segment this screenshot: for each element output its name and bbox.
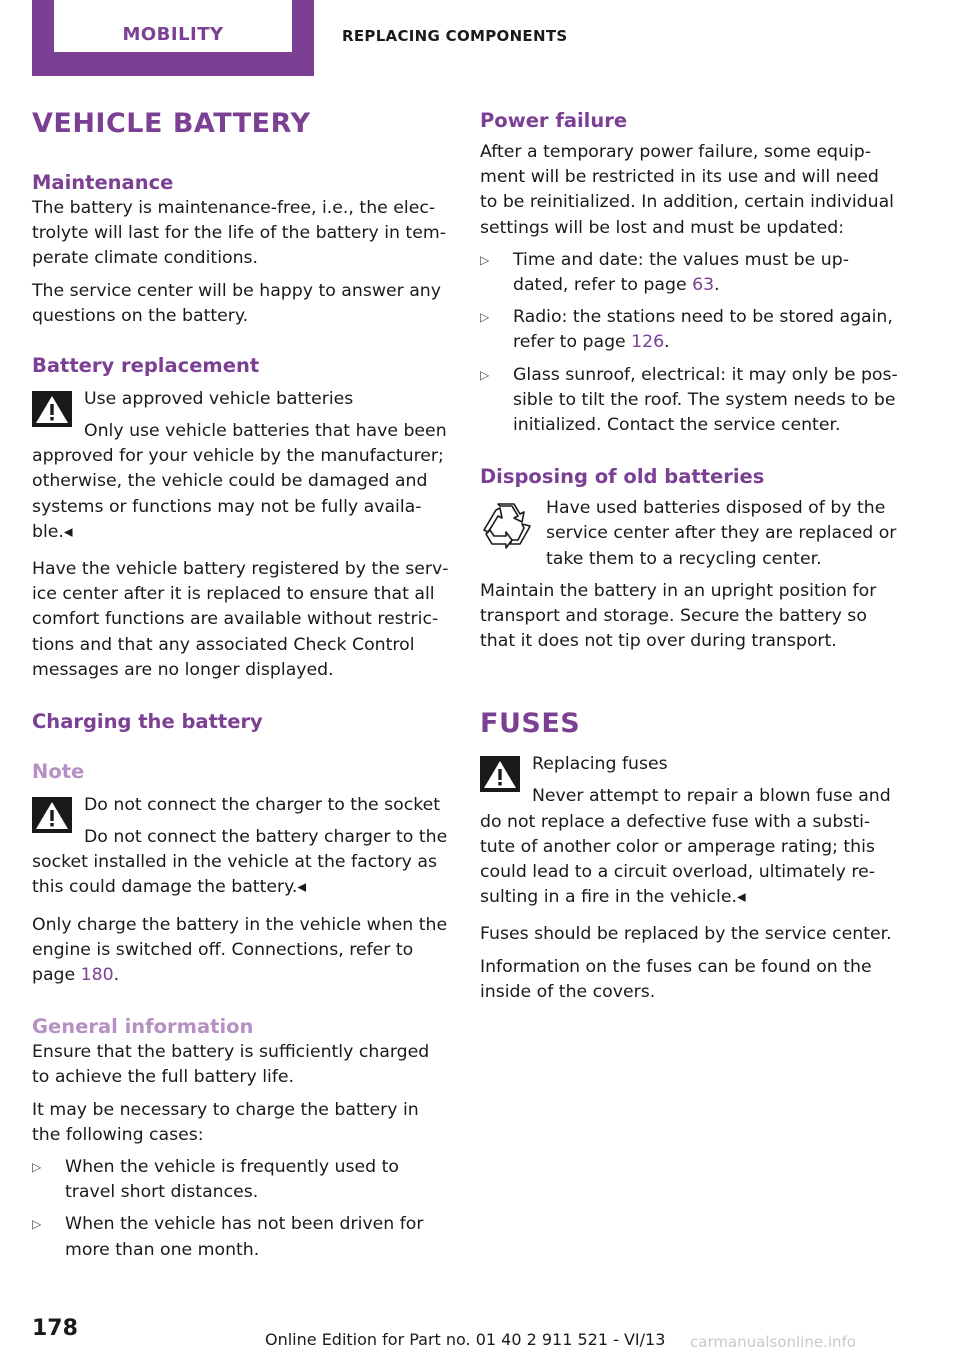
maintenance-paragraph-2: The service center will be happy to answer any questions on the battery.: [32, 280, 441, 326]
power-failure-list: [480, 248, 898, 438]
edition-note: Online Edition for Part no. 01 40 2 911 521 - VI/13: [265, 1330, 666, 1349]
page-link-180[interactable]: 180: [80, 965, 114, 986]
disposing-paragraph: Maintain the battery in an upright position for transport and storage. Secure the battery so that it does not tip over during transport.: [480, 580, 877, 652]
section-title: REPLACING COMPONENTS: [342, 27, 568, 45]
page-link-126[interactable]: 126: [631, 332, 665, 353]
list-item: ▷ When the vehicle is frequently used to travel short distances.: [32, 1155, 450, 1205]
fuses-paragraph-1: Fuses should be replaced by the service center.: [480, 924, 892, 945]
maintenance-paragraph-1: The battery is maintenance-free, i.e., the electrolyte will last for the life of the battery in temperate climate conditions.: [32, 198, 446, 269]
charging-heading: Charging the battery: [32, 710, 263, 734]
bullet-text: Time and date: the values must be updated, refer to page: [513, 249, 849, 296]
charge-paragraph: [32, 913, 450, 989]
disposing-notice-text: Have used batteries disposed of by the service center after they are replaced or take them to a recycling center.: [546, 498, 897, 569]
general-bullet-list: [32, 1155, 450, 1263]
list-item: [480, 248, 898, 298]
watermark: carmanualsonline.info: [690, 1333, 856, 1351]
replacement-warning-text: Only use vehicle batteries that have been approved for your vehicle by the manufacturer; otherwise, the vehicle could be damaged and systems or functions may not be fully available.◂: [32, 421, 447, 542]
general-paragraph-1: Ensure that the battery is sufficiently charged to achieve the full battery life.: [32, 1042, 430, 1088]
list-item: ▷ Glass sunroof, electrical: it may only be possible to tilt the roof. The system needs to be initialized. Contact the service center.: [480, 363, 898, 439]
chapter-tab-label-box: [54, 0, 292, 52]
note-heading: Note: [32, 760, 85, 784]
page-number: 178: [32, 1316, 78, 1341]
bullet-end: .: [714, 275, 720, 296]
left-column: [32, 108, 450, 1263]
chapter-label: MOBILITY: [122, 24, 224, 45]
power-failure-paragraph: After a temporary power failure, some equipment will be restricted in its use and will need to be reinitialized. In addition, certain individual settings will be lost and must be updated:: [480, 142, 894, 238]
replacement-paragraph: Have the vehicle battery registered by the service center after it is replaced to ensure that all comfort functions are available without restrictions and that any associated Check Control messages are no longer displayed.: [32, 559, 449, 680]
fuses-warning-text: Never attempt to repair a blown fuse and do not replace a defective fuse with a substitute of another color or amperage rating; this could lead to a circuit overload, ultimately resulting in a fire in the vehicle.◂: [480, 786, 891, 908]
right-column: [480, 108, 898, 1005]
list-item: [480, 305, 898, 355]
power-failure-heading: Power failure: [480, 109, 628, 132]
charge-paragraph-end: .: [113, 965, 120, 986]
warning-triangle-icon: [32, 797, 72, 833]
page-link-63[interactable]: 63: [692, 275, 715, 296]
page-title: VEHICLE BATTERY: [32, 108, 311, 139]
replacement-warning-title: Use approved vehicle batteries: [84, 389, 354, 410]
fuses-warning-title: Replacing fuses: [532, 754, 668, 775]
bullet-end: .: [664, 332, 670, 353]
charge-paragraph-text: Only charge the battery in the vehicle when the engine is switched off. Connections, refer to page: [32, 914, 448, 986]
general-information-heading: General information: [32, 1015, 254, 1039]
chapter-tab: [32, 0, 314, 76]
warning-triangle-icon: [32, 391, 72, 427]
note-warning-text: Do not connect the battery charger to the socket installed in the vehicle at the factory as this could damage the battery.◂: [32, 827, 448, 898]
maintenance-heading: Maintenance: [32, 171, 174, 194]
general-paragraph-2: It may be necessary to charge the battery in the following cases:: [32, 1099, 419, 1145]
fuses-warning: [480, 752, 898, 910]
note-warning: [32, 793, 450, 901]
fuses-paragraph-2: Information on the fuses can be found on the inside of the covers.: [480, 956, 872, 1002]
bullet-text: Radio: the stations need to be stored again, refer to page: [513, 307, 893, 353]
note-warning-title: Do not connect the charger to the socket: [84, 795, 441, 816]
disposing-notice: [480, 496, 898, 572]
disposing-heading: Disposing of old batteries: [480, 465, 765, 489]
recycle-icon: [480, 500, 532, 550]
warning-triangle-icon: [480, 756, 520, 792]
fuses-title: FUSES: [480, 708, 581, 740]
replacement-warning: [32, 387, 450, 545]
battery-replacement-heading: Battery replacement: [32, 354, 260, 378]
list-item: ▷ When the vehicle has not been driven for more than one month.: [32, 1212, 450, 1262]
